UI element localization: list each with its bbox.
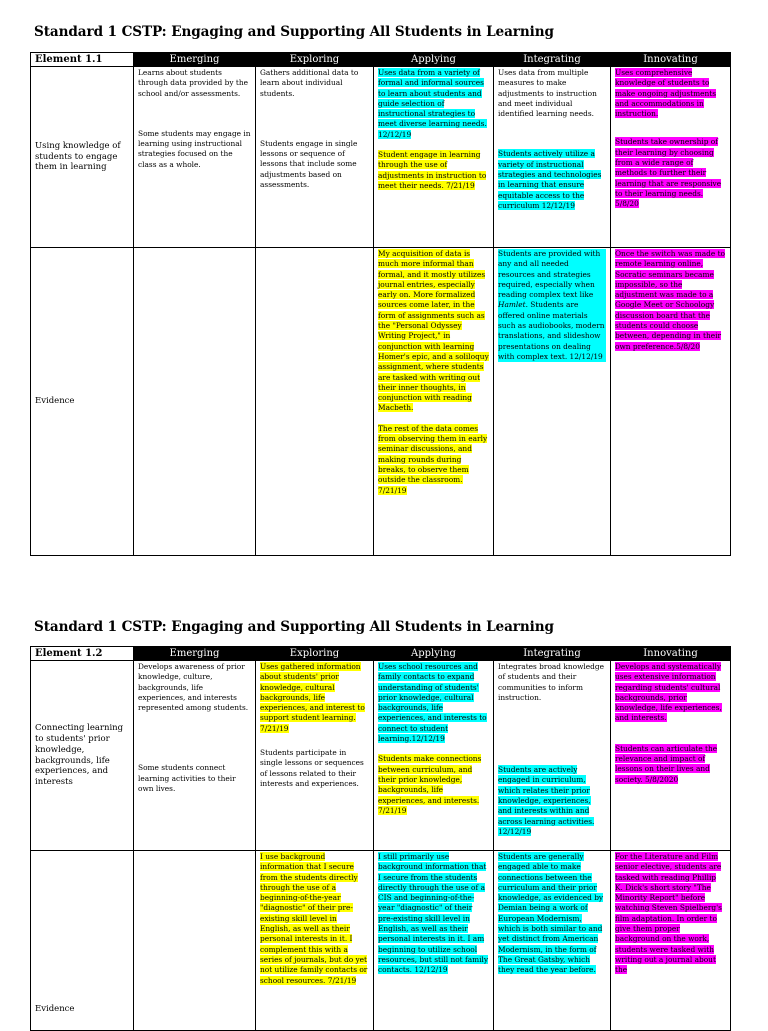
level-emerging: Emerging [134,53,256,67]
row-label-cell [31,67,134,248]
level-applying: Applying [374,53,494,67]
descriptor-highlight: Student engage in learning through the use of adjustments in instruction to meet their needs. 7/21/19 [378,150,487,190]
evidence-highlight: My acquisition of data is much more informal than formal, and it mostly utilizes journal entries, especially early on. More formalized sources come later, in the form of assignments such as the "Personal Odyssey Writing Project," in conjunction with learning Homer's epic, and a soliloquy assignment, where students are tasked with writing out their inner thoughts, in conjunction with reading Macbeth. [378,249,489,413]
emerging-cell [134,661,256,851]
integrating-cell [494,661,611,851]
descriptor-highlight: Students can articulate the relevance and impact of lessons on their lives and society. 5/8/2020 [615,743,718,784]
element-label: Element 1.1 [31,53,134,67]
descriptor-text: Develops awareness of prior knowledge, culture, backgrounds, life experiences, and interests represented among students. [138,662,249,713]
evidence-integrating [494,248,611,556]
level-applying: Applying [374,647,494,661]
evidence-innovating [611,851,731,1031]
descriptor-highlight: Students make connections between curriculum, and their prior knowledge, backgrounds, life experiences, and interests. 7/21/19 [378,754,482,815]
descriptor-text: Students engage in single lessons or sequence of lessons that include some adjustments based on assessments. [260,138,358,190]
evidence-exploring [256,851,374,1031]
descriptor-highlight: Students actively utilize a variety of instructional strategies and technologies in learning that ensure equitable access to the curriculum 12/12/19 [498,149,602,210]
emerging-cell [134,67,256,248]
descriptor-text: Students participate in single lessons or sequences of lessons related to their interests and experiences. [260,748,364,788]
level-exploring: Exploring [256,647,374,661]
evidence-title-italic: Hamlet [498,300,526,310]
descriptor-text: Gathers additional data to learn about individual students. [260,68,359,98]
evidence-label-cell [31,851,134,1031]
row-label: Connecting learning to students' prior knowledge, backgrounds, life experiences, and interests [35,723,124,788]
descriptor-highlight: Uses school resources and family contacts to expand understanding of students' prior knowledge, cultural backgrounds, life experiences, and interests to connect to student learning.12/12/19 [378,662,487,744]
applying-cell [374,661,494,851]
integrating-cell [494,67,611,248]
row-label-cell [31,661,134,851]
innovating-cell [611,67,731,248]
evidence-label-cell [31,248,134,556]
evidence-text: . Students are offered online materials such as audiobooks, modern translations, and slideshow presentations on dealing with complex text. 12/12/19 [498,300,605,361]
exploring-cell [256,661,374,851]
descriptor-text: Learns about students through data provided by the school and/or assessments. [138,68,248,98]
descriptor-highlight: Uses data from a variety of formal and informal sources to learn about students and guide selection of instructional strategies to meet diverse learning needs. 12/12/19 [378,68,487,139]
evidence-text: Students are provided with any and all needed resources and strategies required, especially when reading complex text like [498,249,601,300]
page-title-1: Standard 1 CSTP: Engaging and Supporting All Students in Learning [34,24,554,40]
evidence-label: Evidence [35,1004,75,1015]
evidence-exploring [256,248,374,556]
evidence-applying [374,248,494,556]
evidence-highlight: For the Literature and Film senior elective, students are tasked with reading Phillip K. Dick's short story "The Minority Report" before watching Steven Spielberg's film adaptation. In order to give them proper background on the work, students were tasked with writing out a journal about the [615,852,722,975]
level-emerging: Emerging [134,647,256,661]
row-label: Using knowledge of students to engage them in learning [35,140,121,173]
evidence-emerging [134,851,256,1031]
descriptor-highlight: Students take ownership of their learning by choosing from a wide range of methods to further their learning that are responsive to their learning needs. 5/8/20 [615,137,722,209]
evidence-highlight: I use background information that I secure from the students directly through the use of a beginning-of-the-year "diagnostic" of their pre-existing skill level in English, as well as their personal interests in it. I complement this with a series of journals, but do yet not utilize family contacts or school resources. 7/21/19 [260,852,368,985]
rubric-table-2 [30,646,731,1031]
innovating-cell [611,661,731,851]
applying-cell [374,67,494,248]
evidence-applying [374,851,494,1031]
evidence-integrating [494,851,611,1031]
level-innovating: Innovating [611,53,731,67]
evidence-highlight: Once the switch was made to remote learning online, Socratic seminars became impossible, so the adjustment was made to a Google Meet or Schoology discussion board that the students could choose between, depending in their own preference.5/8/20 [615,249,725,351]
level-exploring: Exploring [256,53,374,67]
descriptor-text: Some students may engage in learning using instructional strategies focused on the class as a whole. [138,128,251,169]
evidence-highlight: The rest of the data comes from observing them in early seminar discussions, and making rounds during breaks, to observe them outside the classroom. 7/21/19 [378,423,488,495]
evidence-highlight: Students are generally engaged able to make connections between the curriculum and their prior knowledge, as evidenced by Demian being a work of European Modernism, which is both similar to and yet distinct from American Modernism, in the form of The Great Gatsby, which they read the year before. [498,852,604,975]
rubric-table-1 [30,52,731,556]
descriptor-highlight: Develops and systematically uses extensive information regarding students' cultural backgrounds, prior knowledge, life experiences, and interests. [615,662,722,723]
descriptor-highlight: Students are actively engaged in curriculum, which relates their prior knowledge, experiences, and interests within and across learning activities. 12/12/19 [498,765,595,836]
descriptor-highlight: Uses gathered information about students' prior knowledge, cultural backgrounds, life experiences, and interest to support student learning. 7/21/19 [260,662,365,733]
page-title-2: Standard 1 CSTP: Engaging and Supporting All Students in Learning [34,619,554,635]
level-integrating: Integrating [494,647,611,661]
evidence-label: Evidence [35,396,75,407]
evidence-highlight: I still primarily use background information that I secure from the students directly through the use of a CIS and beginning-of-the-year "diagnostic" of their pre-existing skill level in English, as well as their personal interests in it. I am beginning to utilize school resources, but still not family contacts. 12/12/19 [378,852,489,975]
descriptor-text: Uses data from multiple measures to make adjustments to instruction and meet individual identified learning needs. [498,68,597,119]
descriptor-highlight: Uses comprehensive knowledge of students to make ongoing adjustments and accommodations in instruction. [615,68,717,119]
element-label: Element 1.2 [31,647,134,661]
descriptor-text: Some students connect learning activities to their own lives. [138,763,236,794]
descriptor-text: Integrates broad knowledge of students and their communities to inform instruction. [498,662,604,702]
level-integrating: Integrating [494,53,611,67]
level-innovating: Innovating [611,647,731,661]
evidence-emerging [134,248,256,556]
exploring-cell [256,67,374,248]
evidence-innovating [611,248,731,556]
